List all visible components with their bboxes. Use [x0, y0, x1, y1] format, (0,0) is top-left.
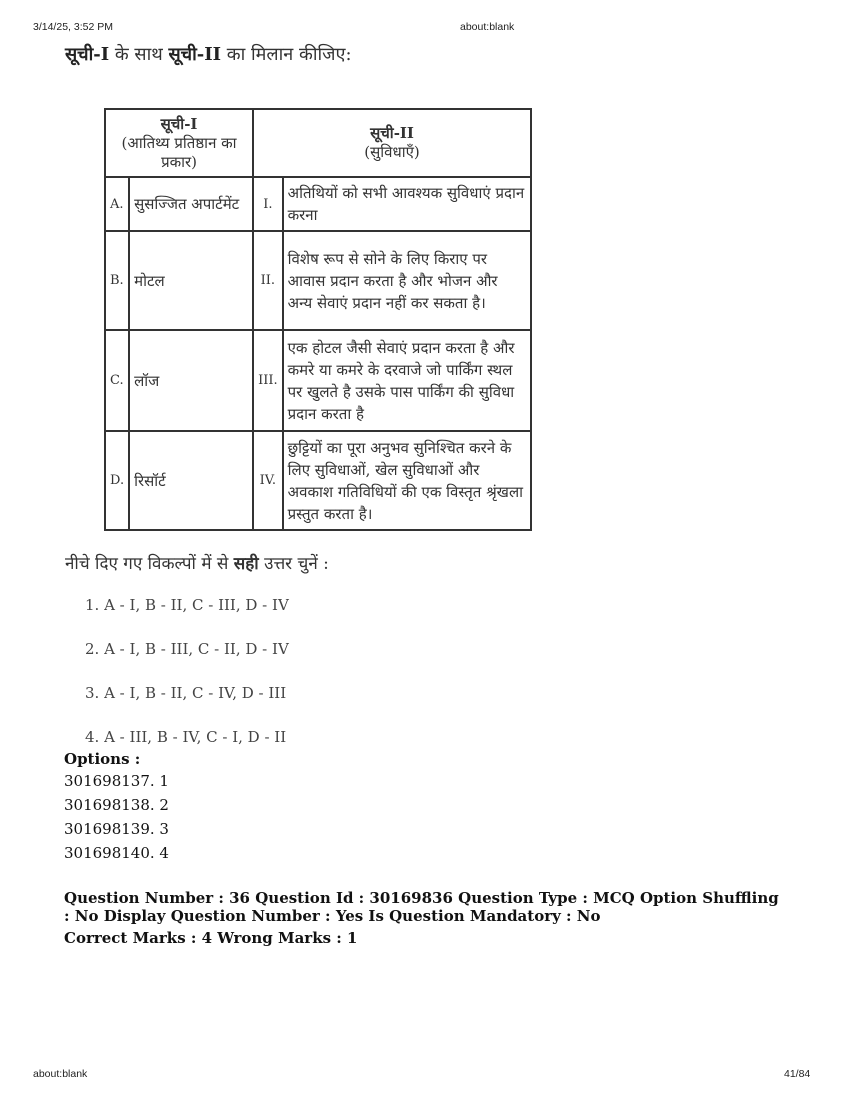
row-roman: IV. [253, 431, 283, 530]
col2-header [253, 109, 531, 177]
option-id-2: 301698138. 2 [64, 796, 169, 814]
col1-subtitle: (आतिथ्य प्रतिष्ठान का प्रकार) [121, 133, 237, 171]
table-row [105, 431, 531, 530]
row-roman: I. [253, 177, 283, 231]
option-id-3: 301698139. 3 [64, 820, 169, 838]
title-suffix: का मिलान कीजिए: [221, 44, 352, 65]
option-id-4: 301698140. 4 [64, 844, 169, 862]
question-title [65, 42, 352, 66]
question-meta: Question Number : 36 Question Id : 30169836 Question Type : MCQ Option Shuffling : No Display Question Number : Yes Is Question Mandatory : No [64, 889, 779, 925]
answer-prompt [65, 551, 329, 574]
row-name: रिसॉर्ट [129, 431, 253, 530]
page-number: 41/84 [784, 1068, 811, 1080]
choice-2: 2. A - I, B - III, C - II, D - IV [85, 640, 289, 658]
row-desc: अतिथियों को सभी आवश्यक सुविधाएं प्रदान करना [283, 177, 531, 231]
table-header-row [105, 109, 531, 177]
option-id-1: 301698137. 1 [64, 772, 169, 790]
choice-3: 3. A - I, B - II, C - IV, D - III [85, 684, 287, 702]
options-label: Options : [64, 750, 141, 768]
row-roman: III. [253, 330, 283, 431]
print-url-footer: about:blank [33, 1068, 88, 1080]
row-letter: B. [105, 231, 129, 330]
row-desc: छुट्टियों का पूरा अनुभव सुनिश्चित करने के लिए सुविधाओं, खेल सुविधाओं और अवकाश गतिविधियों की एक विस्तृत श्रृंखला प्रस्तुत करता है। [283, 431, 531, 530]
row-desc: विशेष रूप से सोने के लिए किराए पर आवास प्रदान करता है और भोजन और अन्य सेवाएं प्रदान नहीं कर सकता है। [283, 231, 531, 330]
title-mid: के साथ [109, 44, 169, 65]
choice-4: 4. A - III, B - IV, C - I, D - II [85, 728, 287, 746]
prompt-after: उत्तर चुनें : [258, 554, 329, 574]
prompt-before: नीचे दिए गए विकल्पों में से [65, 554, 234, 574]
row-desc: एक होटल जैसी सेवाएं प्रदान करता है और कमरे या कमरे के दरवाजे जो पार्किंग स्थल पर खुलते है उसके पास पार्किंग की सुविधा प्रदान करता है [283, 330, 531, 431]
match-table [104, 108, 532, 531]
choice-1: 1. A - I, B - II, C - III, D - IV [85, 596, 289, 614]
list2-label: सूची-II [168, 44, 222, 65]
table-row [105, 177, 531, 231]
col1-header [105, 109, 253, 177]
row-letter: A. [105, 177, 129, 231]
marks-meta: Correct Marks : 4 Wrong Marks : 1 [64, 929, 358, 947]
table-row [105, 330, 531, 431]
col1-title: सूची-I [160, 114, 198, 133]
row-name: लॉज [129, 330, 253, 431]
row-roman: II. [253, 231, 283, 330]
col2-title: सूची-II [370, 124, 414, 142]
table-row [105, 231, 531, 330]
row-letter: D. [105, 431, 129, 530]
list1-label: सूची-I [65, 44, 110, 65]
row-name: सुसज्जित अपार्टमेंट [129, 177, 253, 231]
prompt-bold: सही [233, 554, 259, 574]
row-letter: C. [105, 330, 129, 431]
row-name: मोटल [129, 231, 253, 330]
print-datetime: 3/14/25, 3:52 PM [33, 21, 113, 33]
col2-subtitle: (सुविधाएँ) [364, 143, 420, 161]
print-url-header: about:blank [460, 21, 515, 33]
